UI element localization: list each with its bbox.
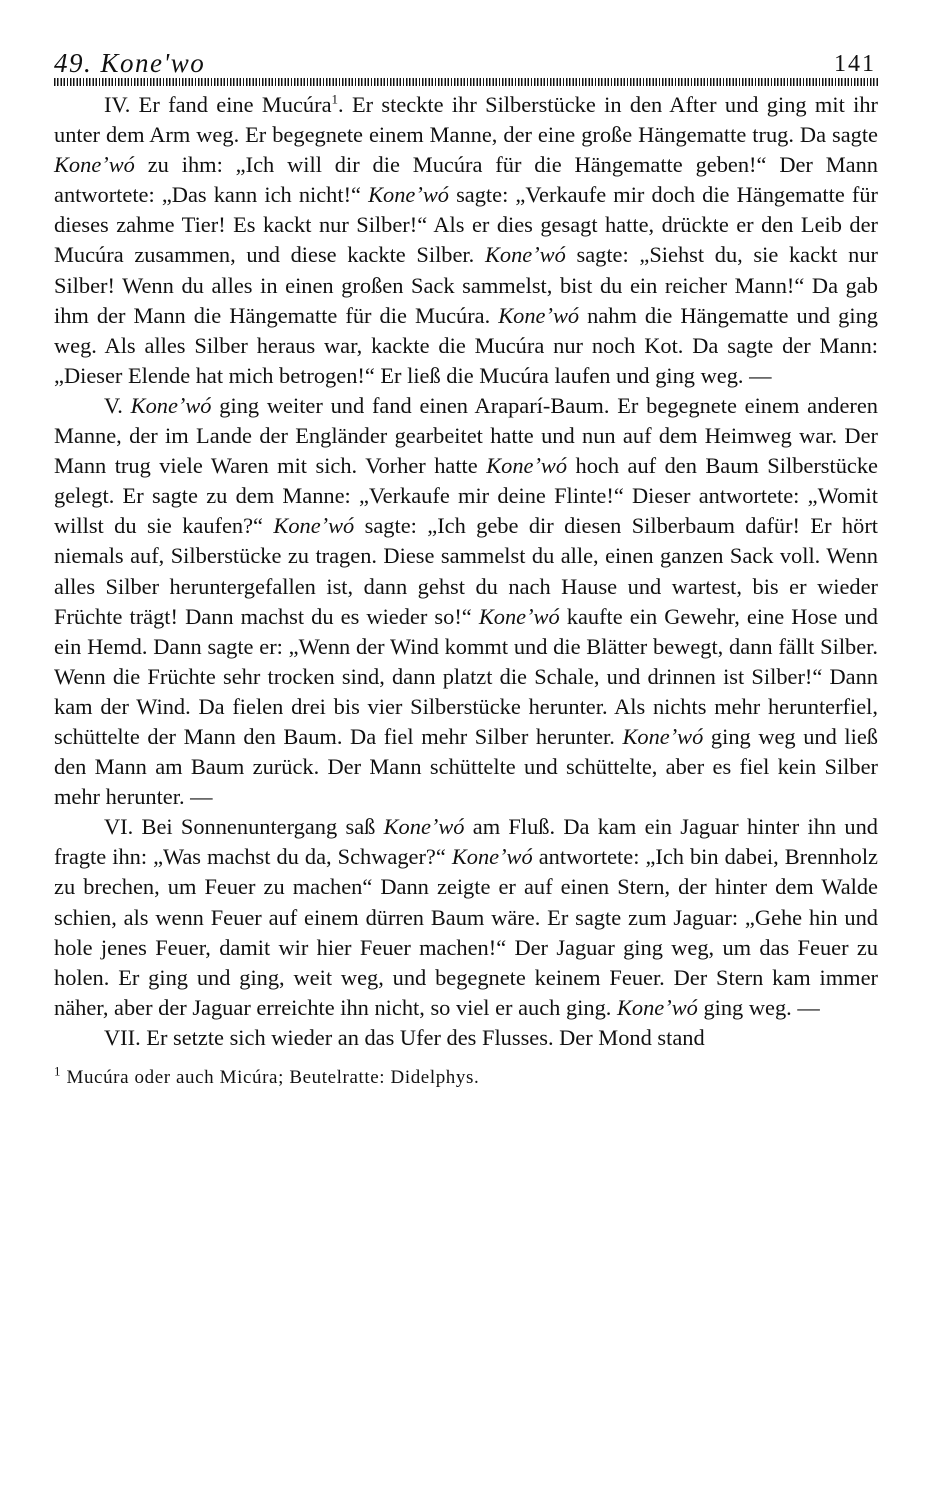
name-koneowo: Koneʼwó (451, 844, 533, 870)
paragraph-vi (54, 812, 878, 1023)
text-run: kaufte ein Gewehr, eine Hose und ein Hemd. Dann sagte er: „Wenn der Wind kommt und die Blätter bewegt, dann fällt Silber. Wenn die Früchte sehr trocken sind, dann platzt die Schale, und drinnen ist Silber!“ Dann kam der Wind. Da fielen drei bis vier Silberstücke herunter. Als nichts mehr herunterfiel, schüttelte der Mann den Baum. Da fiel mehr Silber herunter. (54, 603, 878, 749)
text-run: sagte: „Siehst du, sie kackt nur Silber! Wenn du alles in einen großen Sack sammelst, bist du ein reicher Mann!“ Da gab ihm der Mann die Hängematte für die Mucúra. (54, 242, 878, 328)
name-koneowo: Koneʼwó (498, 302, 580, 328)
text-run: zu ihm: „Ich will dir die Mucúra für die Hängematte geben!“ Der Mann antwortete: „Das kann ich nicht!“ (54, 152, 878, 208)
paragraph-iv (54, 90, 878, 391)
text-run: hoch auf den Baum Silberstücke gelegt. Er sagte zu dem Manne: „Verkaufe mir deine Flinte!“ Dieser antwortete: „Womit willst du sie kaufen?“ (54, 453, 878, 539)
text-run: antwortete: „Ich bin dabei, Brennholz zu brechen, um Feuer zu machen“ Dann zeigte er auf einen Stern, der hinter dem Walde schien, als wenn Feuer auf einem dürren Baum wäre. Er sagte zum Jaguar: „Gehe hin und hole jenes Feuer, damit wir hier Feuer machen!“ Der Jaguar ging weg, um das Feuer zu holen. Er ging und ging, weit weg, und begegnete keinem Feuer. Der Stern kam immer näher, aber der Jaguar erreichte ihn nicht, so viel er auch ging. (54, 844, 878, 1020)
text-run: nahm die Hängematte und ging weg. Als alles Silber heraus war, kackte die Mucúra nur noch Kot. Da sagte der Mann: „Dieser Elende hat mich betrogen!“ Er ließ die Mucúra laufen und ging weg. — (54, 302, 878, 388)
name-koneowo: Koneʼwó (484, 242, 566, 268)
footnote-text: Mucúra oder auch Micúra; Beutelratte: Didelphys. (61, 1067, 480, 1088)
name-koneowo: Koneʼwó (273, 513, 355, 539)
name-koneowo: Koneʼwó (486, 453, 568, 479)
text-run: V. (104, 392, 131, 418)
text-run: sagte: „Verkaufe mir doch die Hängematte für dieses zahme Tier! Es kackt nur Silber!“ Als er dies gesagt hatte, drückte er den Leib der Mucúra zusammen, und diese kackte Silber. (54, 182, 878, 268)
text-run: sagte: „Ich gebe dir diesen Silberbaum dafür! Er hört niemals auf, Silberstücke zu tragen. Diese sammelst du alle, einen ganzen Sack voll. Wenn alles Silber heruntergefallen ist, dann gehst du nach Hause und wartest, bis er wieder Früchte trägt! Dann machst du es wieder so!“ (54, 513, 878, 629)
page-number: 141 (834, 51, 876, 77)
text-run: ging weg. — (697, 994, 820, 1020)
name-koneowo: Koneʼwó (622, 723, 704, 749)
paragraph-vii (54, 1023, 878, 1053)
name-koneowo: Koneʼwó (383, 814, 465, 840)
name-koneowo: Koneʼwó (54, 152, 135, 178)
text-run: IV. Er fand eine Mucúra (104, 92, 332, 117)
name-koneowo: Koneʼwó (616, 994, 698, 1020)
text-run: ging weg und ließ den Mann am Baum zurück. Der Mann schüttelte und schüttelte, aber es fiel kein Silber mehr herunter. — (54, 723, 878, 810)
text-run: ging weiter und fand einen Araparí-Baum. Er begegnete einem anderen Manne, der im Lande der Engländer gearbeitet hatte und nun auf dem Heimweg war. Der Mann trug viele Waren mit sich. Vorher hatte (54, 392, 878, 479)
name-koneowo: Koneʼwó (478, 603, 560, 629)
chapter-title: 49. Kone'wo (54, 48, 206, 78)
footnote-ref: 1 (331, 91, 339, 107)
body-text (54, 90, 878, 1053)
running-head (54, 48, 878, 82)
text-run: VII. Er setzte sich wieder an das Ufer des Flusses. Der Mond stand (104, 1024, 705, 1050)
text-run: . Er steckte ihr Silberstücke in den After und ging mit ihr unter dem Arm weg. Er begegnete einem Manne, der eine große Hängematte trug. Da sagte (54, 92, 878, 148)
name-koneowo: Koneʼwó (130, 392, 212, 418)
text-run: VI. Bei Sonnenuntergang saß (104, 814, 384, 840)
footnote-marker: 1 (54, 1063, 62, 1079)
paragraph-v (54, 391, 878, 812)
book-page (54, 48, 878, 1091)
footnote (54, 1065, 878, 1091)
name-koneowo: Koneʼwó (368, 182, 449, 208)
text-run: am Fluß. Da kam ein Jaguar hinter ihn und fragte ihn: „Was machst du da, Schwager?“ (54, 814, 878, 870)
